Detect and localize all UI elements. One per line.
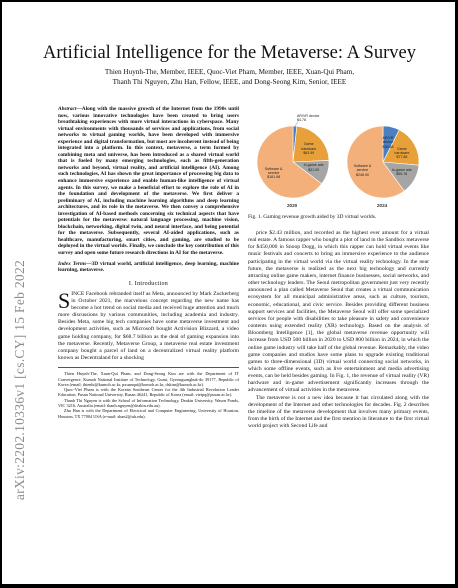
footnote: Quoc-Viet Pham is with the Korean Southeast Center for the 4th Industrial Revolution Leader Education, Pusan National University, Busan 46241, Republic of Korea (email: vietpq@pusan.ac.kr). — [58, 387, 239, 398]
arxiv-identifier: arXiv:2202.10336v1 [cs.CY] 15 Feb 2022 — [12, 259, 27, 501]
intro-paragraph-text: INCE Facebook rebranded itself as Meta, announced by Mark Zuckerberg in October 2021, the marvelous concept regarding the new name has become a hot trend on social media and received huge attention and much more discussions by various communities, including academia and industry. Besides Meta, some big tech companies have some metaverse investment and development activities, such as Microsoft bought Activision Blizzard, a video game holding company, for $68.7 billion as the deal of gaming expansion into the metaverse. Recently, Metaverse Group, a metaverse real estate investment company bought a parcel of land on a decentralized virtual reality platform known as Decentraland for a shocking — [58, 290, 239, 362]
author-line-2: Thanh Thi Nguyen, Zhu Han, Fellow, IEEE, and Dong-Seong Kim, Senior, IEEE — [112, 77, 347, 86]
pie-label-name: Software & service — [353, 163, 372, 173]
pie-data-label — [391, 168, 413, 177]
pie-data-label — [263, 167, 285, 180]
pie-label-value: $55.78 — [396, 172, 408, 177]
pie-label-value: $30.68 — [382, 144, 394, 149]
pie-label-name: Game hardware — [394, 146, 410, 155]
pie-data-label — [297, 114, 325, 123]
pie-data-label — [303, 163, 325, 172]
drop-cap: S — [58, 287, 71, 313]
footnote: Thanh Thi Nguyen is with the School of Information Technology, Deakin University, Waurn Ponds, VIC 3216, Australia (email: thanh.nguyen@deakin.edu.au). — [58, 397, 239, 409]
pie-label-name: In-game ads — [303, 163, 324, 168]
figure-1 — [248, 106, 429, 211]
author-line-1: Thien Huynh-The, Member, IEEE, Quoc-Viet Pham, Member, IEEE, Xuan-Qui Pham, — [104, 68, 355, 76]
right-column — [248, 106, 429, 430]
body-paragraph: The metaverse is not a new idea because it has circulated along with the development of the Internet and other technologies for decades. Fig. 2 describes the timeline of the metaverse development that involves many primary events, from the birth of the Internet and the first mention in literature to the first virtual world project with Second Life and — [248, 394, 429, 430]
pie-label-value: $181.98 — [267, 175, 281, 180]
index-terms-label: Index Terms — [58, 260, 87, 267]
pie-label-value: $77.88 — [396, 155, 408, 160]
pie-year-label: 2020 — [287, 203, 298, 208]
pie-label-value: $246.90 — [355, 172, 369, 177]
body-paragraph: price $2.43 million, and recorded as the highest ever amount for a virtual real estate. A famous rapper who bought a plot of land in the Sandbox metaverse for $450,000 in Snoop Dogg, in which this rapper can hold virtual events like music festivals and concerts to bring an immersive experience to the audience participating in the virtual world via the virtual reality technology. In the near future, the metaverse is realized as the next big technology and currently attracting online game makers, internet finance businesses, social networks, and other technology leaders. The Seoul metropolitan government just very recently announced a plan called Metaverse Seoul that creates a virtual communication ecosystem for all municipal administrative areas, such as culture, tourism, economic, educational, and civic service. Besides providing different business support services and facilities, the Metaverse Seoul will offer some specialized services for people with disabilities to take pleasure in safety and convenience contents using extended reality (XR) technology. Based on the analysis of Bloomberg Intelligence [1], the global metaverse revenue opportunity will increase from USD 500 billion in 2020 to USD 800 billion in 2024, in which the online game industry will take half of the global revenue. Remarkably, the video game companies and studios have some plans to upgrade existing traditional games to three-dimensional (3D) virtual world connecting social networks, in which some offline events, such as live entertainment and media advertising events, can be held besides gaming. In Fig. 1, the revenue of virtual reality (VR) hardware and in-game advertisement significantly increases through the advancement of virtual activities in the metaverse. — [248, 230, 429, 394]
index-terms — [58, 261, 239, 274]
intro-paragraph — [58, 287, 239, 363]
author-list — [42, 68, 417, 87]
pie-label-name: AR/VR device — [297, 114, 320, 118]
pie-data-label — [391, 147, 413, 160]
pie-year-label: 2024 — [377, 203, 388, 208]
pie-label-name: Game hardware — [301, 142, 317, 151]
pie-label-name: Software & service — [264, 166, 283, 175]
abstract-label: Abstract — [58, 106, 77, 112]
section-heading: I. Introduction — [128, 280, 169, 287]
abstract — [58, 106, 239, 257]
pie-label-name: In-game ads — [391, 167, 412, 172]
paper-title: Artificial Intelligence for the Metaverse: A Survey — [43, 43, 416, 63]
index-terms-text: —3D virtual world, artificial intelligence, deep learning, machine learning, metaverse. — [58, 260, 239, 274]
pie-label-value: $31.09 — [308, 167, 320, 172]
pie-label-value: $4.78 — [297, 118, 307, 123]
pie-data-label — [298, 142, 320, 155]
footnote: Thien Huynh-The, Xuan-Qui Pham, and Dong-Seong Kim are with the Department of IT Convergence, Kumoh National Institute of Technology, Gumi, Gyeongsangbuk-do 39177, Republic of Korea (email: thienht@kumoh.ac.kr, pxuanqui@kumoh.ac.kr, dskim@kumoh.ac.kr). — [58, 371, 239, 387]
pie-data-label — [351, 164, 373, 177]
footnotes — [58, 367, 239, 419]
pie-label-name: AR/VR device — [382, 135, 394, 145]
abstract-text: —Along with the massive growth of the Internet from the 1990s until now, various innovative technologies have been created to bring users breathtaking experiences with more virtual interactions in cyberspace. Many virtual environments with thousands of services and applications, from social networks to virtual gaming worlds, have been developed with immersive experience and digital transformation, but most are incoherent instead of being integrated into a platform. In this context, metaverse, a term formed by combining meta and universe, has been introduced as a shared virtual world that is fueled by many emerging technologies, such as fifth-generation networks and beyond, virtual reality, and artificial intelligence (AI). Among such technologies, AI has shown the great importance of processing big data to enhance immersive experience and enable human-like intelligence of virtual agents. In this survey, we make a beneficial effort to explore the role of AI in the foundation and development of the metaverse. We first deliver a preliminary of AI, including machine learning algorithms and deep learning architectures, and its role in the metaverse. We then convey a comprehensive investigation of AI-based methods concerning six technical aspects that have potentials for the metaverse: natural language processing, machine vision, blockchain, networking, digital twin, and neural interface, and being potential for the metaverse. Subsequently, several AI-aided applications, such as healthcare, manufacturing, smart cities, and gaming, are studied to be deployed in the virtual worlds. Finally, we conclude the key contribution of this survey and open some future research directions in AI for the metaverse. — [58, 106, 239, 257]
figure-caption: Fig. 1. Gaming revenue growth aided by 3D virtual worlds. — [248, 214, 377, 220]
footnote: Zhu Han is with the Department of Electrical and Computer Engineering, University of Houston, Houston, TX 77004 USA (e-mail: zhan2@uh.edu). — [58, 408, 239, 419]
left-column — [58, 106, 239, 419]
pie-label-value: $63.59 — [303, 151, 315, 156]
paper-page — [2, 2, 455, 584]
